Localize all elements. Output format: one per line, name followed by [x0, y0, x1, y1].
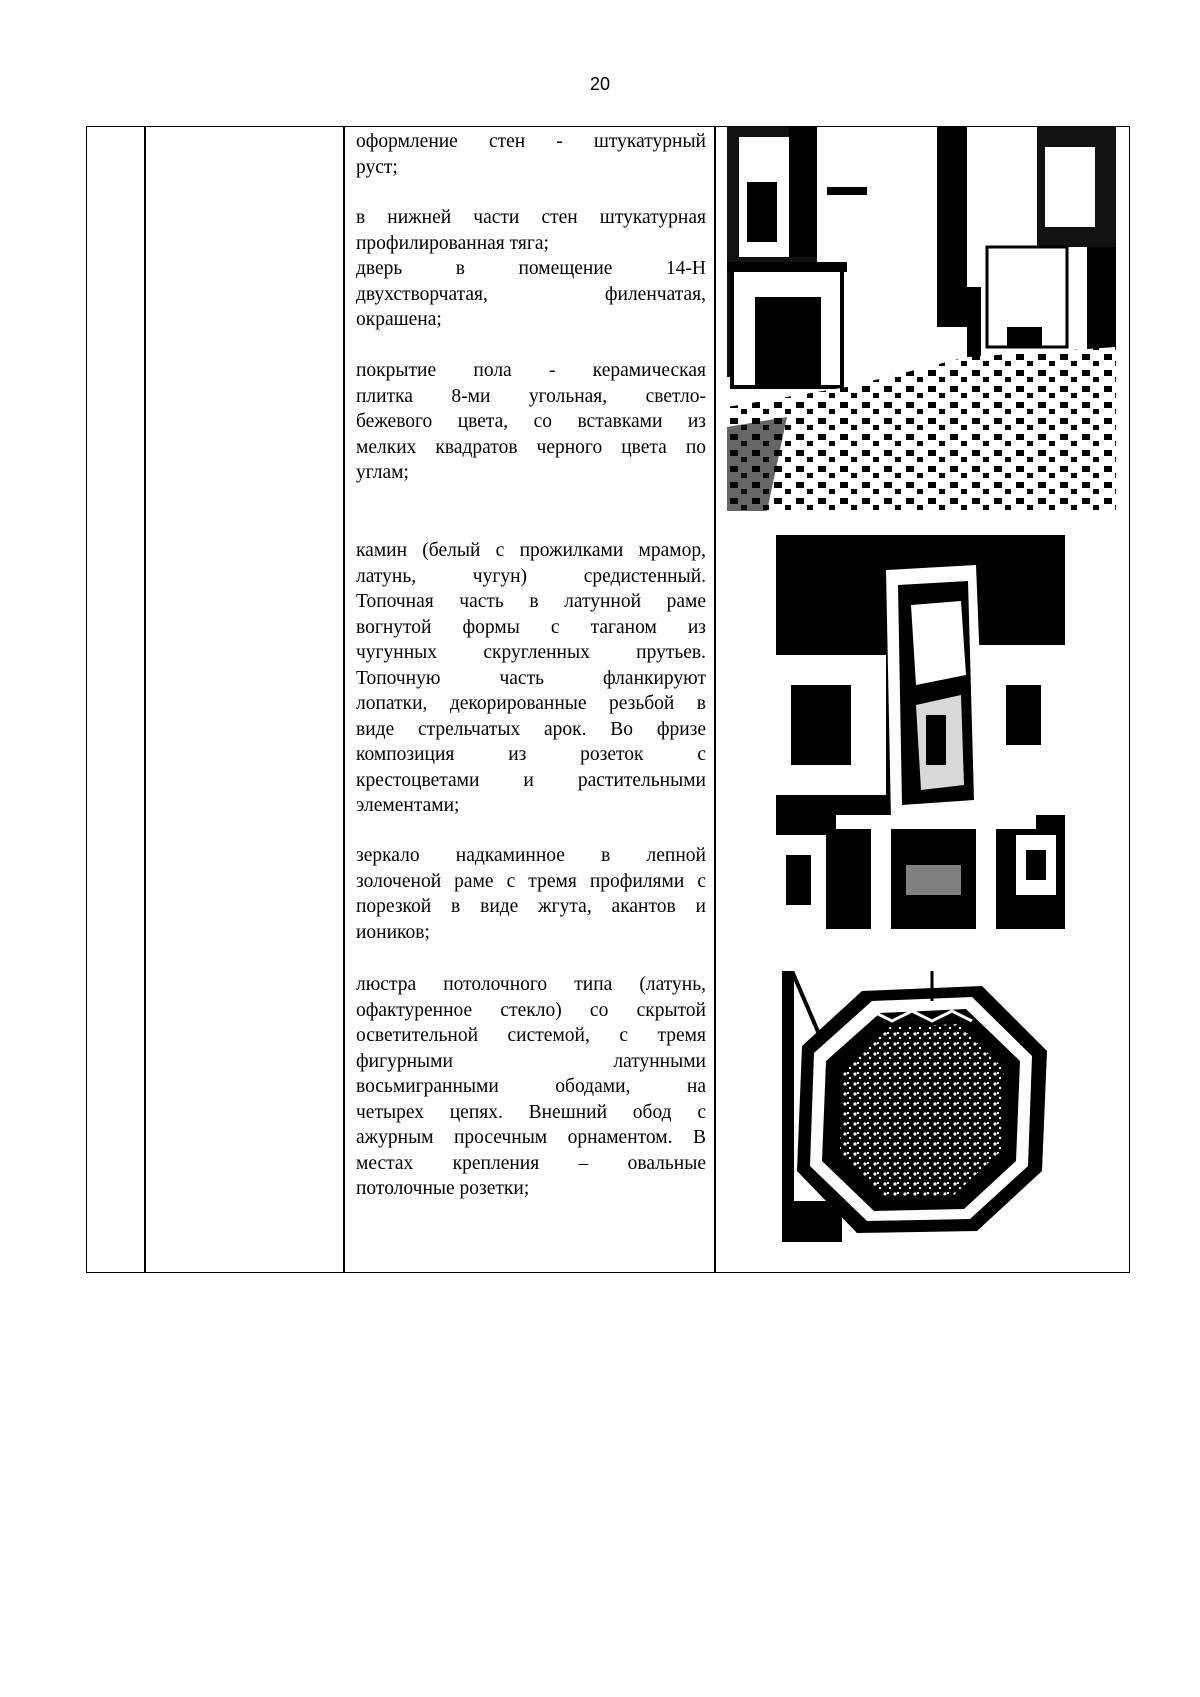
fireplace-mirror-image	[776, 535, 1065, 929]
text-line: чугунных скругленных прутьев.	[356, 642, 706, 663]
text-line: камин (белый с прожилками мрамор,	[356, 540, 706, 561]
text-line: четырех цепях. Внешний обод с	[356, 1101, 706, 1123]
text-line: Топочную часть фланкируют	[356, 667, 706, 689]
text-line: дверь в помещение 14-Н	[356, 258, 706, 279]
text-line: латунь, чугун) средистенный.	[356, 565, 706, 587]
text-line: осветительной системой, с тремя	[356, 1025, 706, 1046]
chandelier-image	[782, 971, 1060, 1242]
text-line: иоников;	[356, 921, 430, 943]
text-line: восьмигранными ободами, на	[356, 1076, 706, 1097]
column-divider-2	[343, 127, 345, 1272]
text-line: золоченой раме с тремя профилями с	[356, 870, 706, 892]
page-number: 20	[589, 74, 611, 94]
paragraph-walls-lower	[356, 205, 706, 256]
text-line: углам;	[356, 462, 409, 483]
text-line: оформление стен - штукатурный	[356, 131, 706, 152]
text-line: лопатки, декорированные резьбой в	[356, 693, 706, 714]
text-line: бежевого цвета, со вставками из	[356, 411, 706, 432]
text-line: фигурными латунными	[356, 1050, 706, 1072]
text-line: профилированная тяга;	[356, 232, 549, 254]
text-line: виде стрельчатых арок. Во фризе	[356, 718, 706, 740]
text-line: элементами;	[356, 795, 460, 816]
text-line: ажурным просечным орнаментом. В	[356, 1127, 706, 1148]
fireplace-mirror-photo	[776, 535, 1065, 929]
column-divider-3	[714, 127, 716, 1272]
text-line: местах крепления – овальные	[356, 1152, 706, 1174]
paragraph-chandelier	[356, 972, 706, 1202]
room-interior-photo	[727, 127, 1116, 511]
text-line: композиция из розеток с	[356, 744, 706, 765]
room-interior-image	[727, 127, 1116, 511]
text-line: руст;	[356, 156, 398, 178]
text-line: порезкой в виде жгута, акантов и	[356, 896, 706, 917]
paragraph-fireplace	[356, 538, 706, 819]
text-line: вогнутой формы с таганом из	[356, 616, 706, 638]
paragraph-walls	[356, 129, 706, 180]
text-line: люстра потолочного типа (латунь,	[356, 974, 706, 995]
paragraph-door	[356, 256, 706, 333]
text-line: мелких квадратов черного цвета по	[356, 436, 706, 458]
chandelier-photo	[782, 971, 1060, 1242]
text-line: плитка 8-ми угольная, светло-	[356, 385, 706, 407]
text-line: покрытие пола - керамическая	[356, 360, 706, 381]
paragraph-mirror	[356, 843, 706, 945]
text-line: двухстворчатая, филенчатая,	[356, 283, 706, 305]
text-line: зеркало надкаминное в лепной	[356, 845, 706, 866]
text-line: окрашена;	[356, 309, 442, 330]
column-divider-1	[144, 127, 146, 1272]
text-line: офактуренное стекло) со скрытой	[356, 999, 706, 1021]
text-line: в нижней части стен штукатурная	[356, 207, 706, 228]
text-line: потолочные розетки;	[356, 1178, 530, 1199]
text-line: крестоцветами и растительными	[356, 769, 706, 791]
text-line: Топочная часть в латунной раме	[356, 591, 706, 612]
paragraph-floor	[356, 358, 706, 486]
